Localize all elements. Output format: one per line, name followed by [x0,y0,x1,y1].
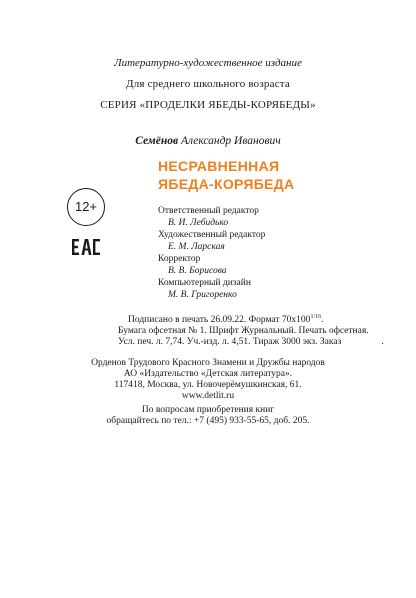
book-title-line-2: ЯБЕДА-КОРЯБЕДА [158,176,295,192]
publisher-block [0,358,416,402]
publisher-line-1: Орденов Трудового Красного Знамени и Дружбы народов [91,358,325,368]
format-fraction: 1/16 [310,314,322,320]
credit-person: Е. М. Ларская [168,241,225,252]
contact-line-2: обращайтесь по тел.: +7 (495) 933-55-65, доб. 205. [106,416,310,426]
credit-role: Ответственный редактор [158,206,259,216]
book-title-line-1: НЕСРАВНЕННАЯ [158,158,280,174]
contact-block [0,405,416,427]
publisher-website: www.detlit.ru [181,391,235,401]
audience-line: Для среднего школьного возраста [125,78,291,90]
credit-person: М. В. Григоренко [168,289,237,300]
print-info-block [118,312,384,348]
publisher-line-2: АО «Издательство «Детская литература». [123,369,293,379]
book-title [158,157,294,193]
age-rating-badge: 12+ [67,188,105,226]
credit-role: Корректор [158,254,201,264]
author-line [0,135,416,147]
publisher-line-3: 117418, Москва, ул. Новочерёмушкинская, 61. [114,380,302,390]
credit-role: Компьютерный дизайн [158,278,251,288]
credit-person: В. И. Лебидько [168,217,229,228]
credits-block [158,206,265,302]
series-line: СЕРИЯ «ПРОДЕЛКИ ЯБЕДЫ-КОРЯБЕДЫ» [100,99,316,111]
print-info-line-2: Бумага офсетная № 1. Шрифт Журнальный. Печать офсетная. [118,326,369,336]
credit-person: В. В. Борисова [168,265,227,276]
print-info-line-1: Подписано в печать 26.09.22. Формат $70х100^{1/16}$. [128,314,324,325]
author-surname: Семёнов [135,135,179,147]
eac-mark-icon [72,239,100,255]
credit-role: Художественный редактор [158,230,266,240]
author-name: Александр Иванович [180,135,281,147]
contact-line-1: По вопросам приобретения книг [141,405,275,415]
edition-type: Литературно-художественное издание [114,57,302,69]
print-info-line-3: Усл. печ. л. 7,74. Уч.-изд. л. 4,51. Тираж 3000 экз. Заказ . [118,337,384,347]
